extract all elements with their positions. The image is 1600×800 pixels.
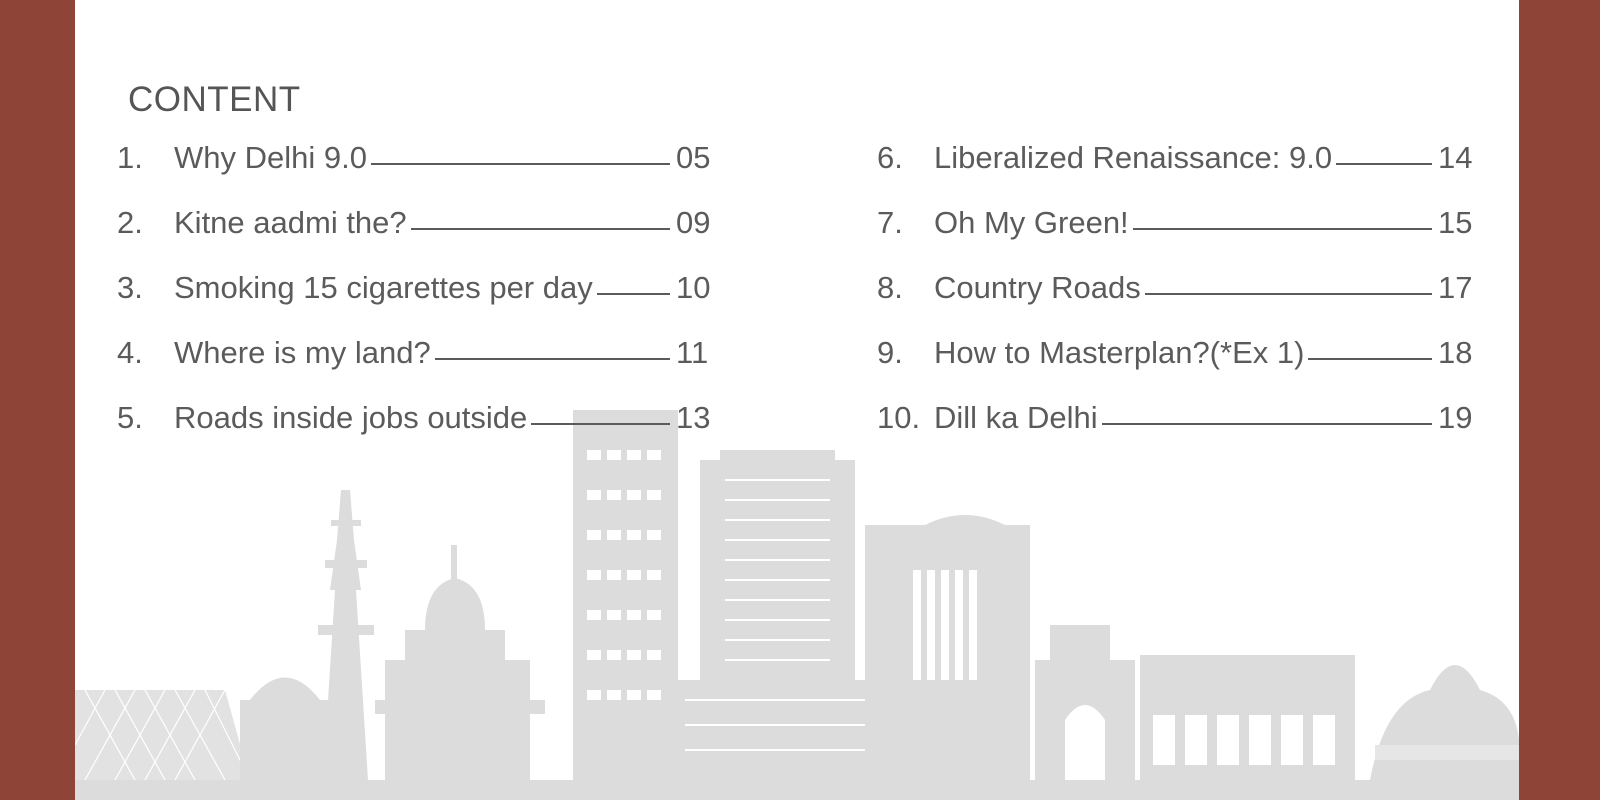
toc-page-number: 18 [1438, 335, 1473, 370]
toc-leader-line [371, 163, 670, 165]
toc-title: Where is my land? [174, 335, 431, 370]
toc-number: 8. [877, 270, 903, 305]
toc-item[interactable] [877, 205, 1478, 270]
toc-number: 6. [877, 140, 903, 175]
toc-page-number: 10 [676, 270, 711, 305]
toc-leader-line [1145, 293, 1432, 295]
toc-title: Roads inside jobs outside [174, 400, 528, 435]
toc-number: 5. [117, 400, 143, 435]
toc-page-number: 15 [1438, 205, 1473, 240]
toc-item[interactable] [877, 270, 1478, 335]
toc-page-number: 19 [1438, 400, 1473, 435]
toc-item[interactable] [877, 335, 1478, 400]
toc-leader-line [597, 293, 670, 295]
toc-item[interactable] [877, 140, 1478, 205]
toc-item[interactable] [117, 140, 716, 205]
toc-page-number: 14 [1438, 140, 1473, 175]
toc-title: Country Roads [934, 270, 1141, 305]
toc-title: Kitne aadmi the? [174, 205, 407, 240]
toc-leader-line [1336, 163, 1432, 165]
toc-item[interactable] [117, 400, 716, 465]
toc-number: 9. [877, 335, 903, 370]
toc-leader-line [1133, 228, 1432, 230]
toc-number: 2. [117, 205, 143, 240]
toc-number: 10. [877, 400, 921, 435]
toc-item[interactable] [117, 205, 716, 270]
toc-number: 1. [117, 140, 143, 175]
toc-item[interactable] [877, 400, 1478, 465]
toc-title: Smoking 15 cigarettes per day [174, 270, 593, 305]
toc-title: Liberalized Renaissance: 9.0 [934, 140, 1333, 175]
toc-title: How to Masterplan?(*Ex 1) [934, 335, 1305, 370]
toc-title: Why Delhi 9.0 [174, 140, 367, 175]
toc-title: Dill ka Delhi [934, 400, 1098, 435]
toc-column-left [117, 140, 716, 465]
toc-column-right [877, 140, 1478, 465]
toc-page-number: 05 [676, 140, 711, 175]
toc-page-number: 13 [676, 400, 711, 435]
toc-leader-line [411, 228, 670, 230]
toc-title: Oh My Green! [934, 205, 1129, 240]
toc-page-number: 17 [1438, 270, 1473, 305]
content-page [75, 0, 1519, 800]
toc-number: 4. [117, 335, 143, 370]
toc-leader-line [1102, 423, 1432, 425]
toc-number: 7. [877, 205, 903, 240]
toc-page-number: 11 [676, 335, 709, 370]
toc-item[interactable] [117, 335, 716, 400]
toc-page-number: 09 [676, 205, 711, 240]
toc-item[interactable] [117, 270, 716, 335]
toc-number: 3. [117, 270, 143, 305]
toc-leader-line [435, 358, 670, 360]
toc-leader-line [1308, 358, 1432, 360]
toc-leader-line [531, 423, 670, 425]
page-title: CONTENT [128, 80, 301, 119]
